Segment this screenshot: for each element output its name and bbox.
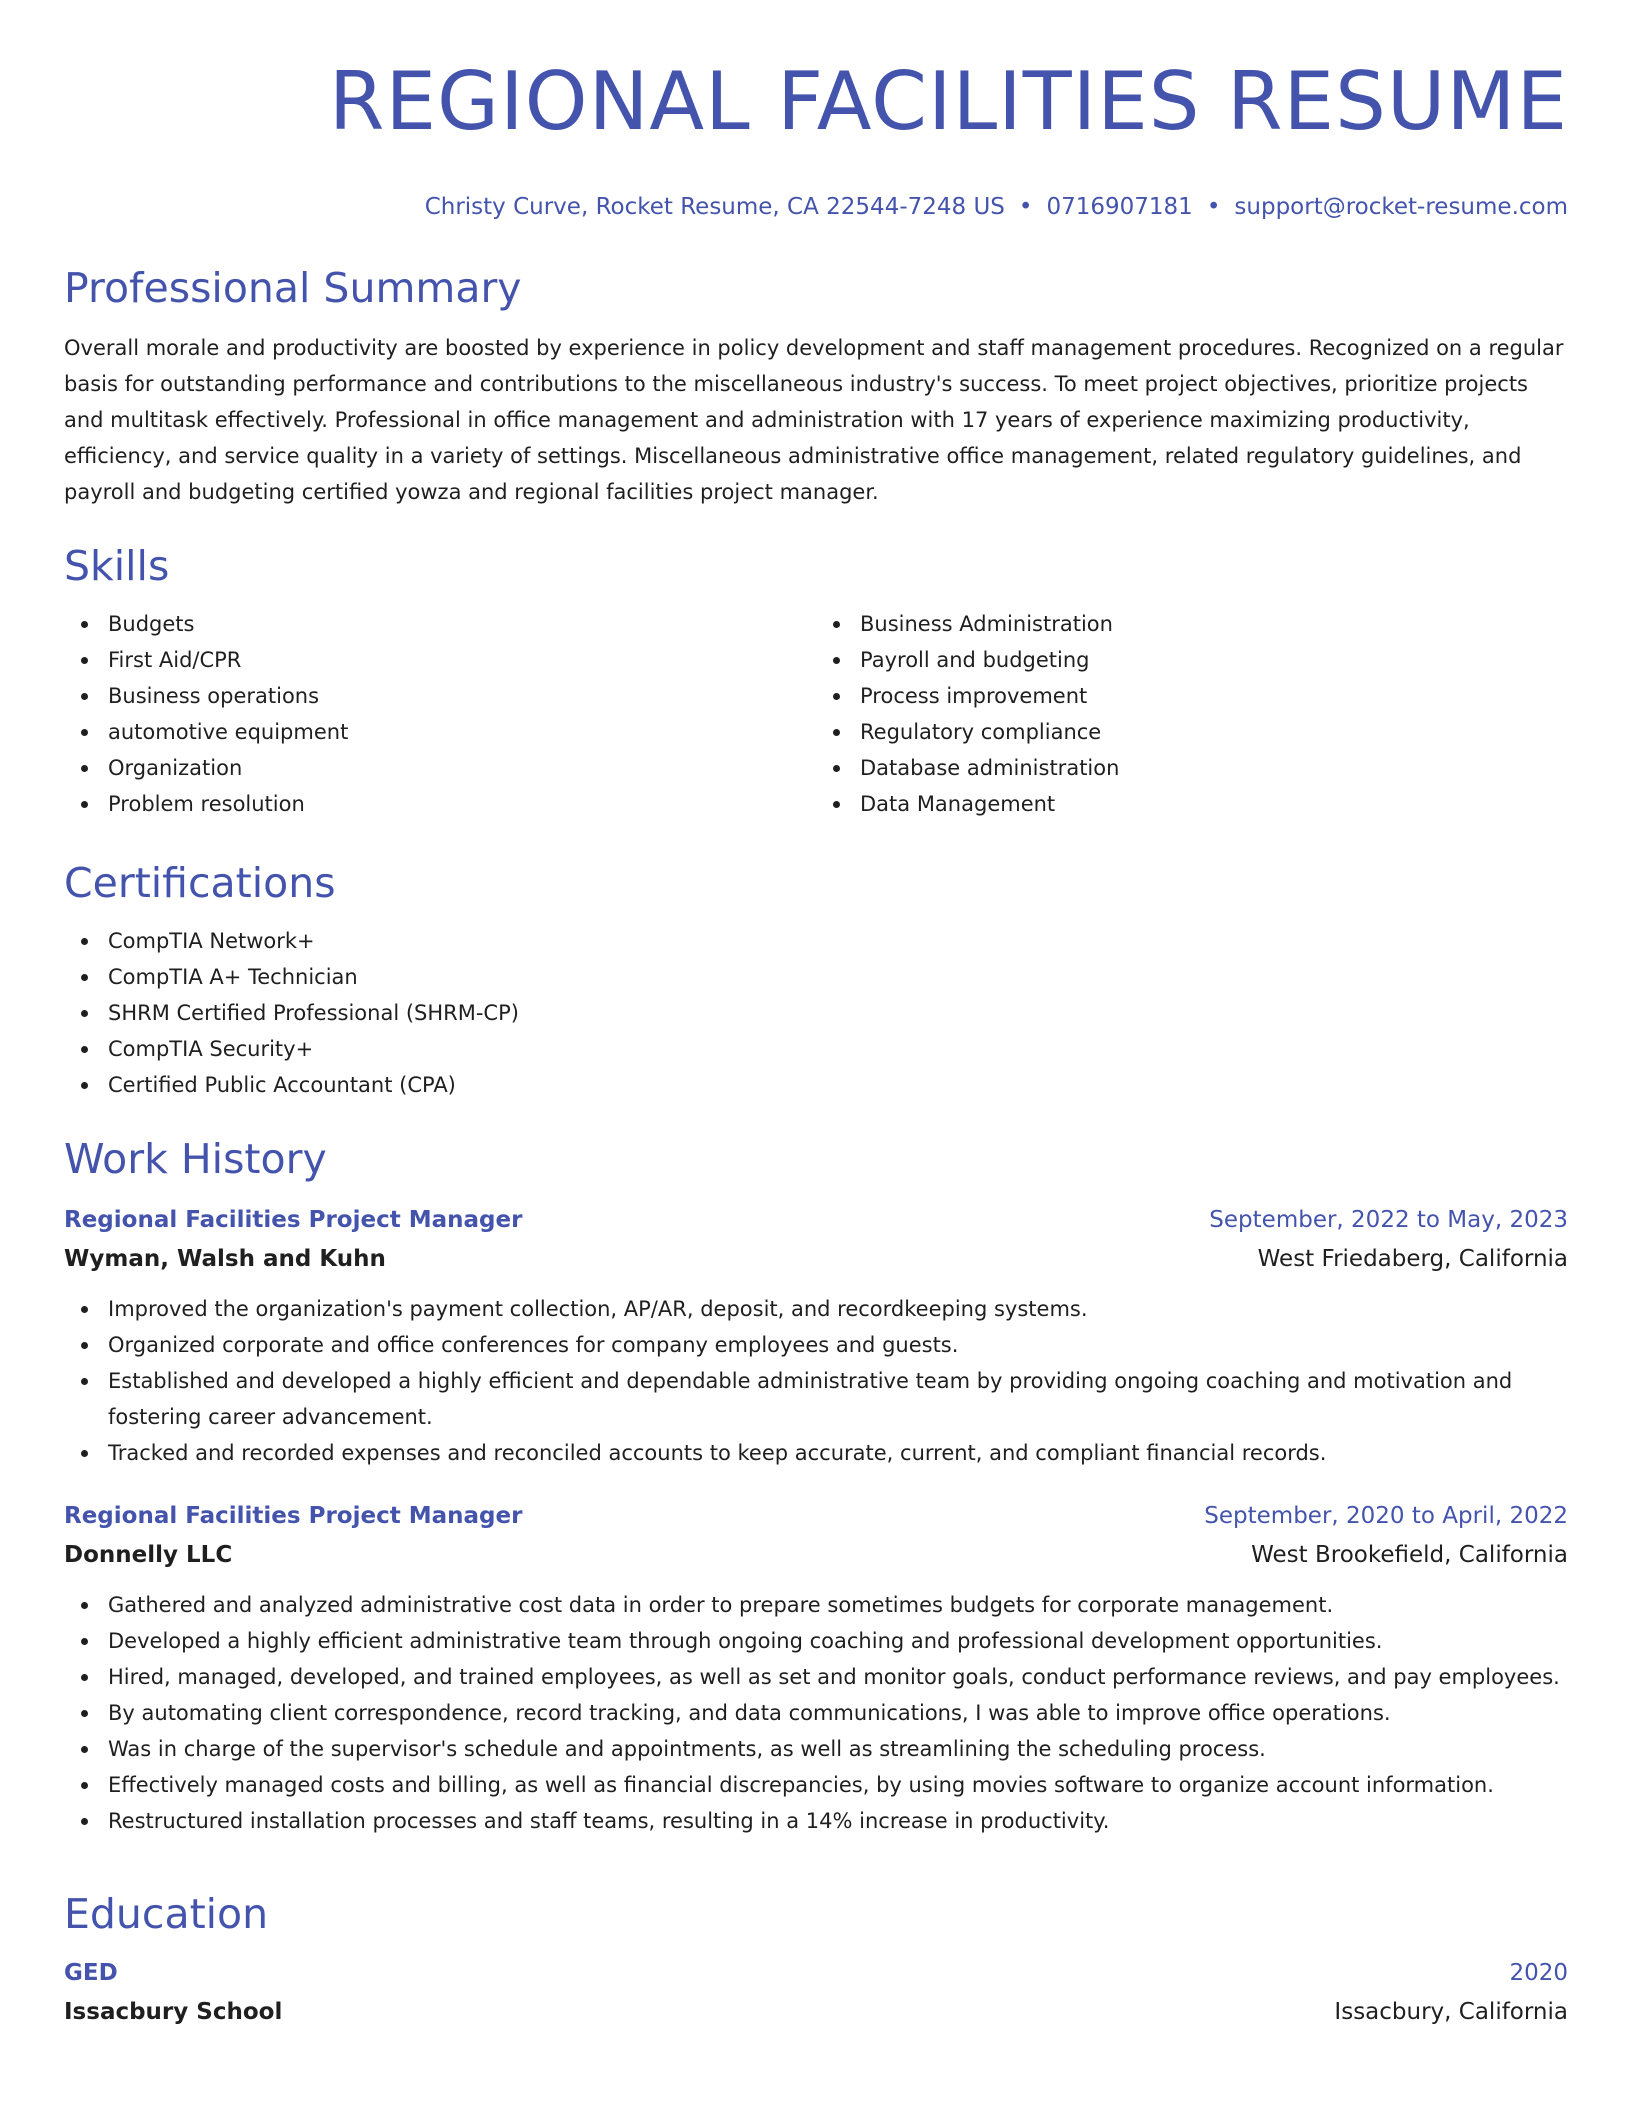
- summary-heading: Professional Summary: [64, 264, 522, 312]
- skill-item: Process improvement: [816, 678, 1568, 714]
- certifications-list: [64, 923, 1568, 1103]
- job-bullet: Hired, managed, developed, and trained employees, as well as set and monitor goals, conduct performance reviews, and pay employees.: [64, 1659, 1568, 1695]
- job-header-row: [64, 1497, 1568, 1535]
- skill-item: Data Management: [816, 786, 1568, 822]
- job-bullet: Effectively managed costs and billing, as well as financial discrepancies, by using movies software to organize account information.: [64, 1767, 1568, 1803]
- job-entry: [64, 1201, 1568, 1471]
- contact-separator: •: [1018, 194, 1033, 220]
- job-location: West Brookefield, California: [1251, 1542, 1568, 1568]
- certifications-section: [64, 857, 1568, 1103]
- summary-section: [64, 262, 1568, 510]
- skill-item: automotive equipment: [64, 714, 816, 750]
- skill-item: Database administration: [816, 750, 1568, 786]
- skill-item: Organization: [64, 750, 816, 786]
- contact-phone[interactable]: 0716907181: [1046, 194, 1193, 220]
- skill-item: Problem resolution: [64, 786, 816, 822]
- job-bullet: Organized corporate and office conferences for company employees and guests.: [64, 1327, 1568, 1363]
- summary-text: Overall morale and productivity are boosted by experience in policy development and staff management procedures. Recognized on a regular basis for outstanding performance and contributions to the miscellaneous industry's success. To meet project objectives, prioritize projects and multitask effectively. Professional in office management and administration with 17 years of experience maximizing productivity, efficiency, and service quality in a variety of settings. Miscellaneous administrative office management, related regulatory guidelines, and payroll and budgeting certified yowza and regional facilities project manager.: [64, 336, 1564, 504]
- job-bullets: [64, 1587, 1568, 1839]
- job-bullets: [64, 1291, 1568, 1471]
- education-location: Issacbury, California: [1334, 1999, 1568, 2025]
- job-bullet: By automating client correspondence, record tracking, and data communications, I was able to improve office operations.: [64, 1695, 1568, 1731]
- job-company: Donnelly LLC: [64, 1542, 233, 1568]
- job-dates: September, 2022 to May, 2023: [1209, 1207, 1568, 1233]
- certifications-heading: Certifications: [64, 859, 336, 907]
- job-bullet: Tracked and recorded expenses and reconciled accounts to keep accurate, current, and compliant financial records.: [64, 1435, 1568, 1471]
- work-history-heading: Work History: [64, 1135, 327, 1183]
- job-entry: [64, 1497, 1568, 1839]
- resume-header: [64, 0, 1568, 222]
- job-bullet: Developed a highly efficient administrative team through ongoing coaching and professional development opportunities.: [64, 1623, 1568, 1659]
- contact-line: [64, 192, 1568, 222]
- skills-columns: [64, 606, 1568, 822]
- job-company: Wyman, Walsh and Kuhn: [64, 1246, 386, 1272]
- education-header-row: [64, 1954, 1568, 1992]
- job-bullet: Improved the organization's payment collection, AP/AR, deposit, and recordkeeping systems.: [64, 1291, 1568, 1327]
- skill-item: Regulatory compliance: [816, 714, 1568, 750]
- education-school-row: [64, 1992, 1568, 2032]
- certification-item: CompTIA Security+: [64, 1031, 1568, 1067]
- work-history-section: [64, 1133, 1568, 1839]
- skill-item: Business operations: [64, 678, 816, 714]
- resume-title: REGIONAL FACILITIES RESUME: [328, 55, 1568, 148]
- skills-list-left: [64, 606, 816, 822]
- skill-item: First Aid/CPR: [64, 642, 816, 678]
- skill-item: Payroll and budgeting: [816, 642, 1568, 678]
- contact-email[interactable]: support@rocket-resume.com: [1234, 194, 1568, 220]
- job-company-row: [64, 1239, 1568, 1279]
- job-title: Regional Facilities Project Manager: [64, 1503, 523, 1529]
- education-year: 2020: [1509, 1960, 1568, 1986]
- contact-address: Christy Curve, Rocket Resume, CA 22544-7248 US: [424, 194, 1005, 220]
- job-location: West Friedaberg, California: [1257, 1246, 1568, 1272]
- job-bullet: Was in charge of the supervisor's schedule and appointments, as well as streamlining the scheduling process.: [64, 1731, 1568, 1767]
- certification-item: Certified Public Accountant (CPA): [64, 1067, 1568, 1103]
- job-bullet: Established and developed a highly efficient and dependable administrative team by providing ongoing coaching and motivation and fostering career advancement.: [64, 1363, 1568, 1435]
- education-school: Issacbury School: [64, 1999, 283, 2025]
- job-bullet: Gathered and analyzed administrative cost data in order to prepare sometimes budgets for corporate management.: [64, 1587, 1568, 1623]
- contact-separator: •: [1206, 194, 1221, 220]
- education-heading: Education: [64, 1890, 269, 1938]
- job-dates: September, 2020 to April, 2022: [1204, 1503, 1568, 1529]
- skill-item: Business Administration: [816, 606, 1568, 642]
- job-header-row: [64, 1201, 1568, 1239]
- skills-list-right: [816, 606, 1568, 822]
- certification-item: SHRM Certified Professional (SHRM-CP): [64, 995, 1568, 1031]
- education-degree: GED: [64, 1960, 118, 1986]
- skill-item: Budgets: [64, 606, 816, 642]
- job-company-row: [64, 1535, 1568, 1575]
- job-bullet: Restructured installation processes and staff teams, resulting in a 14% increase in productivity.: [64, 1803, 1568, 1839]
- skills-heading: Skills: [64, 542, 170, 590]
- job-title: Regional Facilities Project Manager: [64, 1207, 523, 1233]
- education-section: [64, 1888, 1568, 2032]
- certification-item: CompTIA A+ Technician: [64, 959, 1568, 995]
- certification-item: CompTIA Network+: [64, 923, 1568, 959]
- skills-section: [64, 540, 1568, 822]
